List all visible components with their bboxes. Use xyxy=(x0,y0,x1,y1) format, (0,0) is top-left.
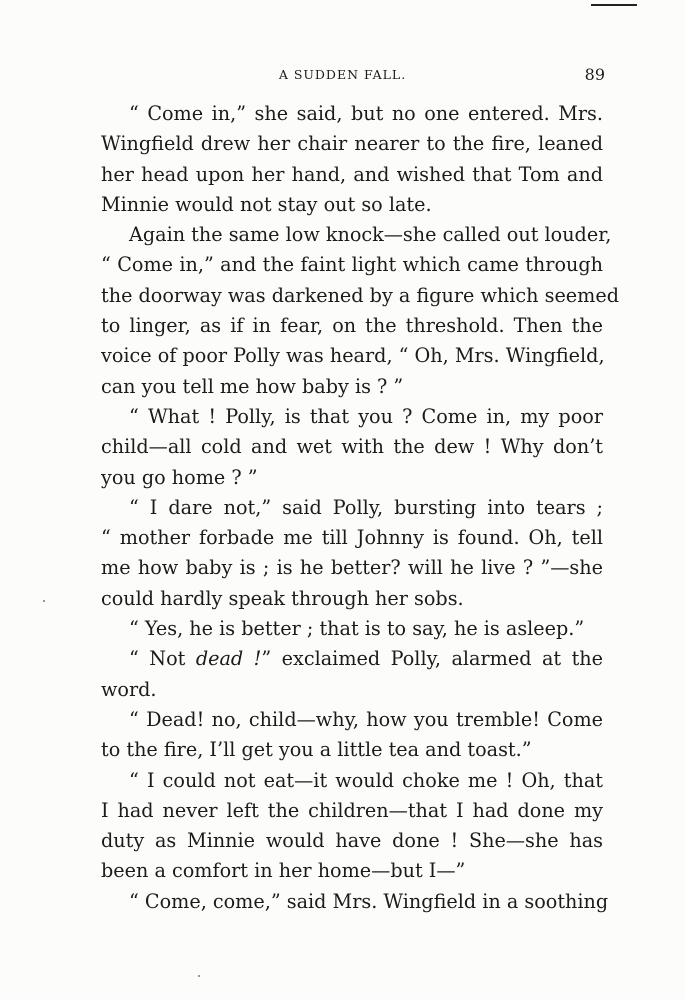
text-line: “ mother forbade me till Johnny is found. Oh, tell xyxy=(101,526,603,550)
paper-speck xyxy=(43,600,45,602)
text-line: you go home ? ” xyxy=(101,465,258,489)
text-line: to linger, as if in fear, on the threshold. Then the xyxy=(101,314,603,338)
text-line: “ I dare not,” said Polly, bursting into tears ; xyxy=(129,495,603,519)
text-line: “ I could not eat—it would choke me ! Oh, that xyxy=(129,768,603,792)
text-line: “ What ! Polly, is that you ? Come in, my poor xyxy=(129,404,603,428)
text-line: “ Come in,” and the faint light which came through xyxy=(101,253,603,277)
text-line: voice of poor Polly was heard, “ Oh, Mrs. Wingfield, xyxy=(101,344,605,368)
page-number: 89 xyxy=(584,65,605,84)
emphasized-word: dead ! xyxy=(195,647,262,671)
text-segment: ” exclaimed Polly, alarmed at the xyxy=(261,647,604,671)
text-line: her head upon her hand, and wished that Tom and xyxy=(101,162,603,186)
running-head xyxy=(0,63,685,87)
text-line: child—all cold and wet with the dew ! Why don’t xyxy=(101,435,603,459)
text-line: the doorway was darkened by a figure which seemed xyxy=(101,283,619,307)
text-line: word. xyxy=(101,677,157,701)
text-line: duty as Minnie would have done ! She—she has xyxy=(101,829,603,853)
text-line: Again the same low knock—she called out louder, xyxy=(129,223,612,247)
running-title: A SUDDEN FALL. xyxy=(278,67,407,82)
corner-rule xyxy=(591,4,637,6)
text-line: me how baby is ; is he better? will he live ? ”—she xyxy=(101,556,603,580)
text-line: could hardly speak through her sobs. xyxy=(101,586,464,610)
text-line: Wingfield drew her chair nearer to the fire, leaned xyxy=(101,132,603,156)
text-line: can you tell me how baby is ? ” xyxy=(101,374,404,398)
text-line: “ Come, come,” said Mrs. Wingfield in a soothing xyxy=(129,889,609,913)
paper-speck xyxy=(198,975,200,977)
text-line: to the fire, I’ll get you a little tea and toast.” xyxy=(101,738,532,762)
text-line xyxy=(101,644,603,674)
text-line: been a comfort in her home—but I—” xyxy=(101,859,466,883)
text-line: “ Yes, he is better ; that is to say, he is asleep.” xyxy=(129,617,585,641)
text-line: I had never left the children—that I had done my xyxy=(101,798,603,822)
text-body xyxy=(101,99,619,917)
text-segment: “ Not xyxy=(129,647,196,671)
text-line: “ Come in,” she said, but no one entered. Mrs. xyxy=(129,102,603,125)
text-line: Minnie would not stay out so late. xyxy=(101,192,432,216)
text-line: “ Dead! no, child—why, how you tremble! Come xyxy=(129,707,603,731)
